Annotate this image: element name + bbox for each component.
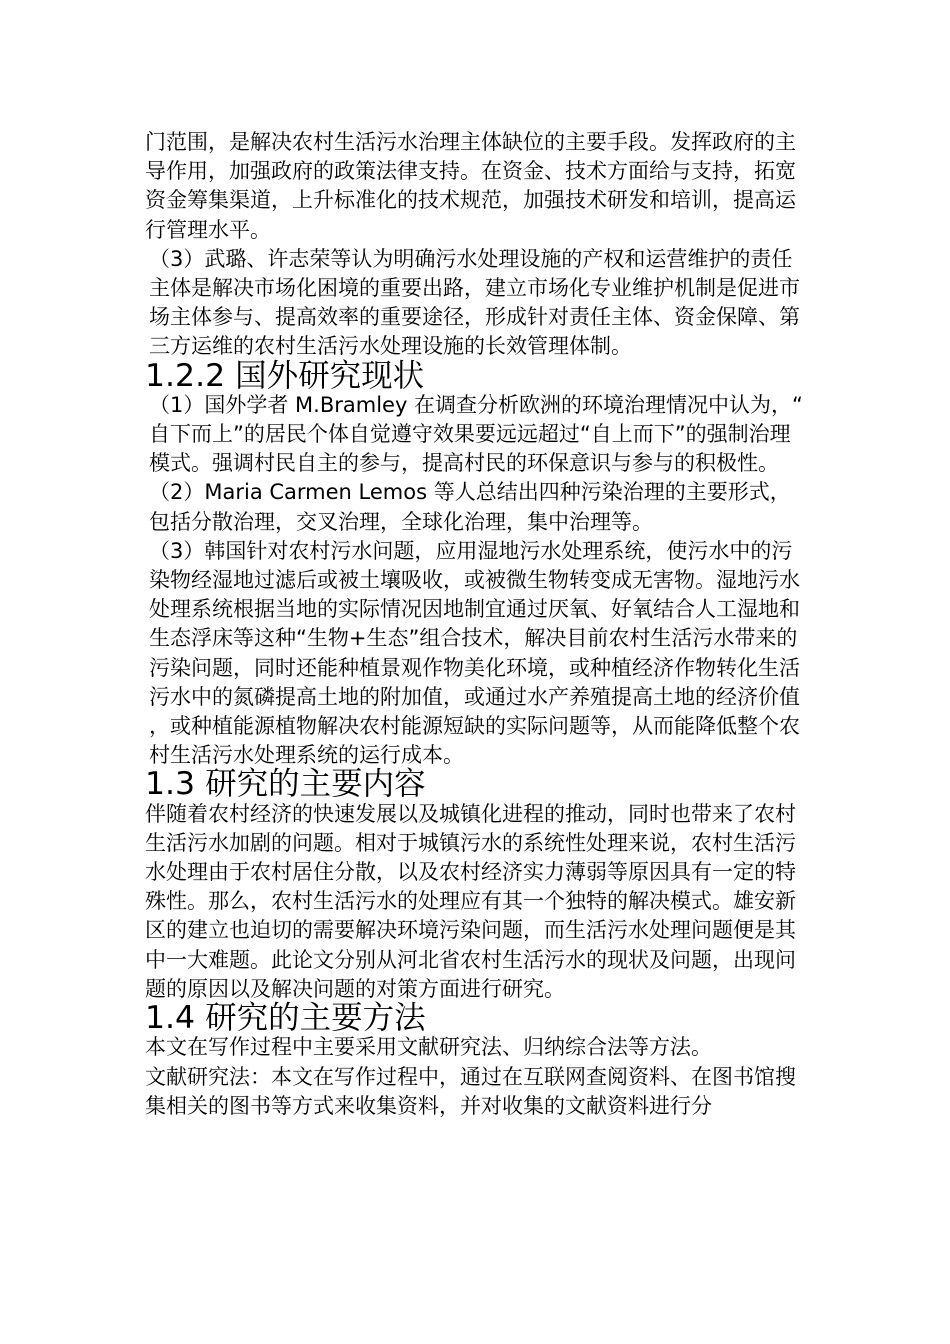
paragraph-main-content: 伴随着农村经济的快速发展以及城镇化进程的推动，同时也带来了农村生活污水加剧的问题。相对于城镇污水的系统性处理来说，农村生活污水处理由于农村居住分散，以及农村经济实力薄弱等原因具有一定的特殊性。那么，农村生活污水的处理应有其一个独特的解决模式。雄安新区的建立也迫切的需要解决环境污染问题，而生活污水处理问题便是其中一大难题。此论文分别从河北省农村生活污水的现状及问题，出现问题的原因以及解决问题的对策方面进行研究。 bbox=[145, 801, 796, 1001]
section-heading-1-2-2: 1.2.2 国外研究现状 bbox=[145, 357, 425, 394]
document-page bbox=[145, 128, 810, 1121]
paragraph-item-1-bramley: （1）国外学者 M.Bramley 在调查分析欧洲的环境治理情况中认为，“自下而上”的居民个体自觉遵守效果要远远超过“自上而下”的强制治理模式。强调村民自主的参与，提高村民的环保意识与参与的积极性。 bbox=[149, 392, 803, 476]
paragraph-item-2-lemos: （2）Maria Carmen Lemos 等人总结出四种污染治理的主要形式，包括分散治理，交叉治理，全球化治理，集中治理等。 bbox=[149, 480, 791, 534]
section-heading-1-4: 1.4 研究的主要方法 bbox=[145, 1000, 426, 1037]
section-heading-1-3: 1.3 研究的主要内容 bbox=[145, 766, 426, 803]
paragraph-item-3-korea: （3）韩国针对农村污水问题，应用湿地污水处理系统，使污水中的污染物经湿地过滤后或被土壤吸收，或被微生物转变成无害物。湿地污水处理系统根据当地的实际情况因地制宜通过厌氧、好氧结合人工湿地和生态浮床等这种“生物+生态”组合技术，解决目前农村生活污水带来的污染问题，同时还能种植景观作物美化环境，或种植经济作物转化生活污水中的氮磷提高土地的附加值，或通过水产养殖提高土地的经济价值，或种植能源植物解决农村能源短缺的实际问题等，从而能降低整个农村生活污水处理系统的运行成本。 bbox=[149, 538, 800, 768]
paragraph-methods-intro: 本文在写作过程中主要采用文献研究法、归纳综合法等方法。 bbox=[145, 1035, 712, 1060]
paragraph-government-role: 门范围，是解决农村生活污水治理主体缺位的主要手段。发挥政府的主导作用，加强政府的政策法律支持。在资金、技术方面给与支持，拓宽资金筹集渠道，上升标准化的技术规范，加强技术研发和培训，提高运行管理水平。 bbox=[145, 130, 796, 242]
paragraph-item-3-wulu: （3）武璐、许志荣等认为明确污水处理设施的产权和运营维护的责任主体是解决市场化困境的重要出路，建立市场化专业维护机制是促进市场主体参与、提高效率的重要途径，形成针对责任主体、资金保障、第三方运维的农村生活污水处理设施的长效管理体制。 bbox=[149, 246, 800, 359]
paragraph-literature-method: 文献研究法：本文在写作过程中，通过在互联网查阅资料、在图书馆搜集相关的图书等方式来收集资料，并对收集的文献资料进行分 bbox=[145, 1064, 796, 1118]
